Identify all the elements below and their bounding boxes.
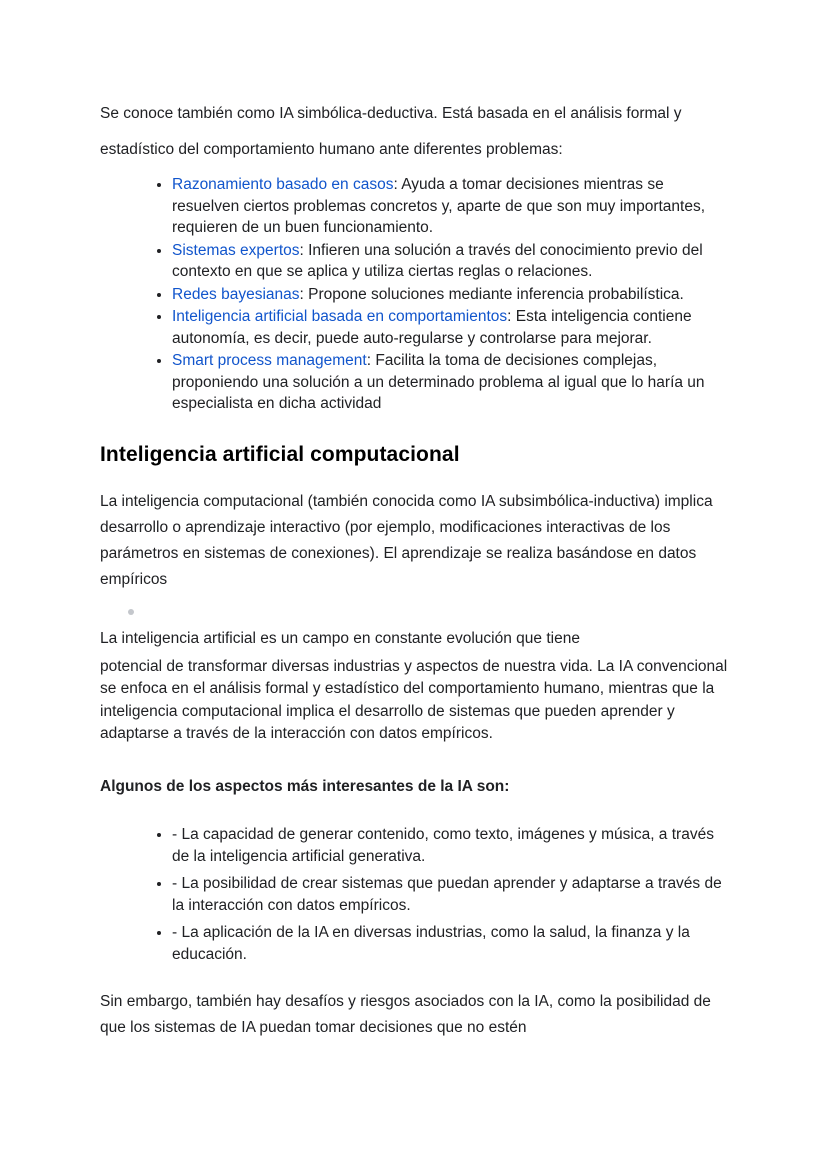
aspect-item-generative-content: • - La capacidad de generar contenido, como texto, imágenes y música, a través de la inteligencia artificial generativa. (172, 824, 730, 869)
closing-paragraph: Sin embargo, también hay desafíos y riesgos asociados con la IA, como la posibilidad de que los sistemas de IA puedan tomar decisiones que no estén (100, 992, 711, 1036)
list-item-sistemas-expertos (172, 240, 730, 283)
list-item-ia-basada-en-comportamientos (172, 306, 730, 349)
redes-bayesianas-link[interactable]: Redes bayesianas (172, 285, 300, 303)
sistemas-expertos-link[interactable]: Sistemas expertos (172, 241, 300, 259)
smart-process-management-link[interactable]: Smart process management (172, 352, 367, 369)
list-item-razonamiento-basado-en-casos (172, 174, 730, 239)
list-item-description: : Infieren una solución a través del conocimiento previo del contexto en que se aplica y utiliza ciertas reglas o relaciones. (172, 241, 703, 280)
conventional-ai-list (100, 174, 730, 415)
evolution-intro-line: La inteligencia artificial es un campo en constante evolución que tiene (100, 629, 580, 647)
list-item-description: : Esta inteligencia contiene autonomía, es decir, puede auto-regularse y controlarse para mejorar. (172, 308, 692, 347)
list-item-description: : Propone soluciones mediante inferencia probabilística. (299, 285, 684, 303)
aspects-heading: Algunos de los aspectos más interesantes de la IA son: (100, 777, 510, 795)
aspect-item-learning-systems: • - La posibilidad de crear sistemas que puedan aprender y adaptarse a través de la interacción con datos empíricos. (172, 873, 730, 918)
empty-bullet-marker (128, 609, 134, 615)
intro-paragraph: Se conoce también como IA simbólica-deductiva. Está basada en el análisis formal y estadístico del comportamiento humano ante diferentes problemas: (100, 105, 682, 158)
evolution-paragraph: potencial de transformar diversas industrias y aspectos de nuestra vida. La IA convencional se enfoca en el análisis formal y estadístico del comportamiento humano, mientras que la inteligencia computacional implica el desarrollo de sistemas que pueden aprender y adaptarse a través de la interacción con datos empíricos. (100, 657, 728, 742)
list-item-description: : Facilita la toma de decisiones complejas, proponiendo una solución a un determinado problema al igual que lo haría un especialista en dicha actividad (172, 352, 705, 412)
computational-paragraph: La inteligencia computacional (también conocida como IA subsimbólica-inductiva) implica desarrollo o aprendizaje interactivo (por ejemplo, modificaciones interactivas de los parámetros en sistemas de conexiones). El aprendizaje se realiza basándose en datos empíricos (100, 492, 713, 588)
section-heading-inteligencia-artificial-computacional: Inteligencia artificial computacional (100, 442, 460, 466)
razonamiento-basado-en-casos-link[interactable]: Razonamiento basado en casos (172, 176, 394, 193)
aspect-item-industry-applications: • - La aplicación de la IA en diversas industrias, como la salud, la finanza y la educación. (172, 922, 730, 967)
list-item-description: : Ayuda a tomar decisiones mientras se resuelven ciertos problemas concretos y, aparte de que son muy importantes, requieren de un buen funcionamiento. (172, 176, 706, 236)
list-item-smart-process-management (172, 350, 730, 415)
inteligencia-artificial-basada-en-comportamientos-link[interactable]: Inteligencia artificial basada en comportamientos (172, 308, 508, 325)
aspects-list (100, 824, 730, 967)
list-item-redes-bayesianas (172, 284, 730, 306)
